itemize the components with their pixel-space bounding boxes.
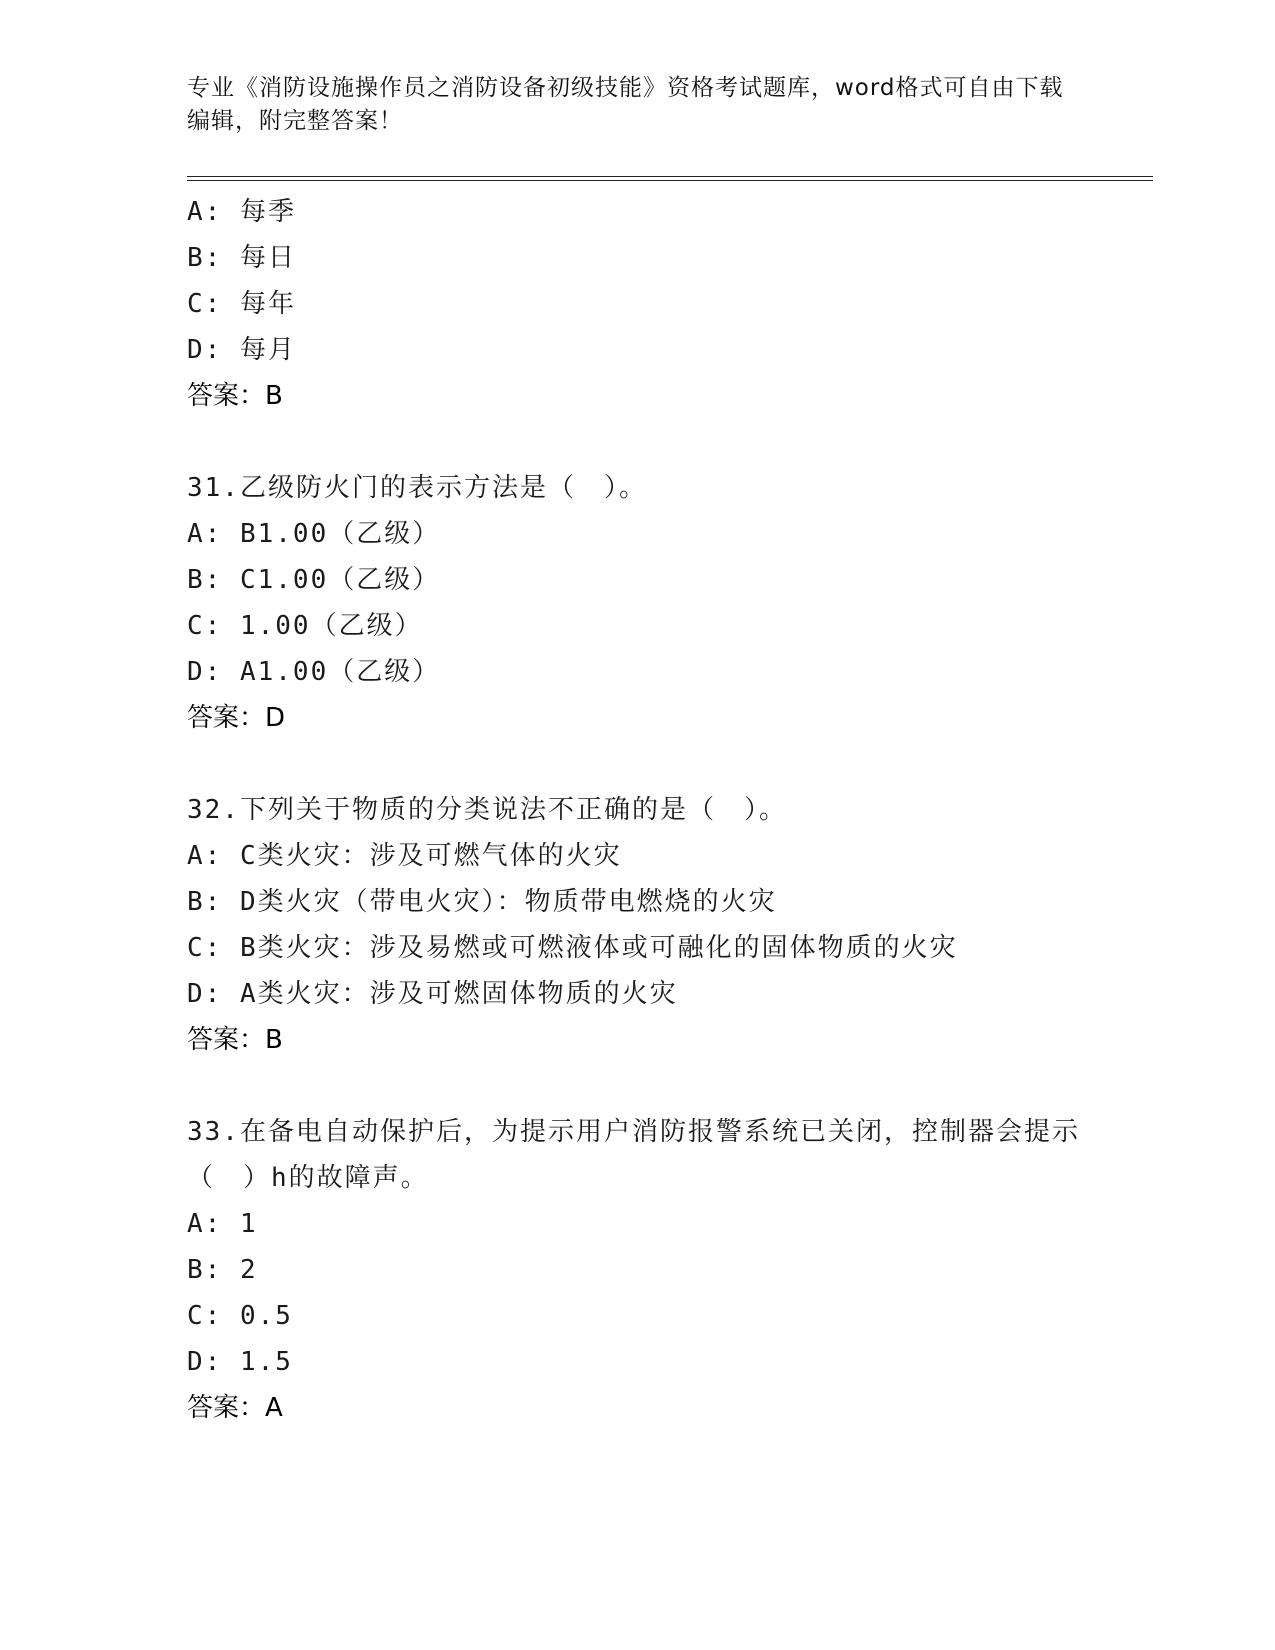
answer-line: 答案：D (187, 703, 286, 733)
option-d: D: A1.00（乙级） (187, 657, 441, 687)
question-text: 32.下列关于物质的分类说法不正确的是（ ）。 (187, 795, 787, 825)
previous-question (187, 189, 1107, 419)
option-c: C: B类火灾：涉及易燃或可燃液体或可融化的固体物质的火灾 (187, 933, 958, 963)
page-header: 专业《消防设施操作员之消防设备初级技能》资格考试题库，word格式可自由下载编辑，附完整答案！ (187, 75, 1064, 134)
question-32 (187, 787, 1107, 1063)
answer-line: 答案：B (187, 1025, 283, 1055)
option-c: C: 1.00（乙级） (187, 611, 423, 641)
option-a: A: 1 (187, 1209, 258, 1239)
question-text: 31.乙级防火门的表示方法是（ ）。 (187, 473, 647, 503)
option-d: D: A类火灾：涉及可燃固体物质的火灾 (187, 979, 678, 1009)
header-divider (187, 176, 1153, 181)
option-a: A: B1.00（乙级） (187, 519, 441, 549)
option-a: A: 每季 (187, 197, 296, 227)
question-31 (187, 465, 1107, 741)
option-b: B: 每日 (187, 243, 296, 273)
question-list (187, 189, 1107, 1431)
option-d: D: 1.5 (187, 1347, 293, 1377)
answer-line: 答案：A (187, 1393, 283, 1423)
option-c: C: 0.5 (187, 1301, 293, 1331)
option-b: B: C1.00（乙级） (187, 565, 441, 595)
option-b: B: D类火灾（带电火灾）：物质带电燃烧的火灾 (187, 887, 777, 917)
option-d: D: 每月 (187, 335, 296, 365)
option-a: A: C类火灾：涉及可燃气体的火灾 (187, 841, 622, 871)
option-b: B: 2 (187, 1255, 258, 1285)
answer-line: 答案：B (187, 381, 283, 411)
question-text: 33.在备电自动保护后，为提示用户消防报警系统已关闭，控制器会提示（ ）h的故障声。 (187, 1117, 1080, 1193)
option-c: C: 每年 (187, 289, 296, 319)
question-33 (187, 1109, 1107, 1431)
